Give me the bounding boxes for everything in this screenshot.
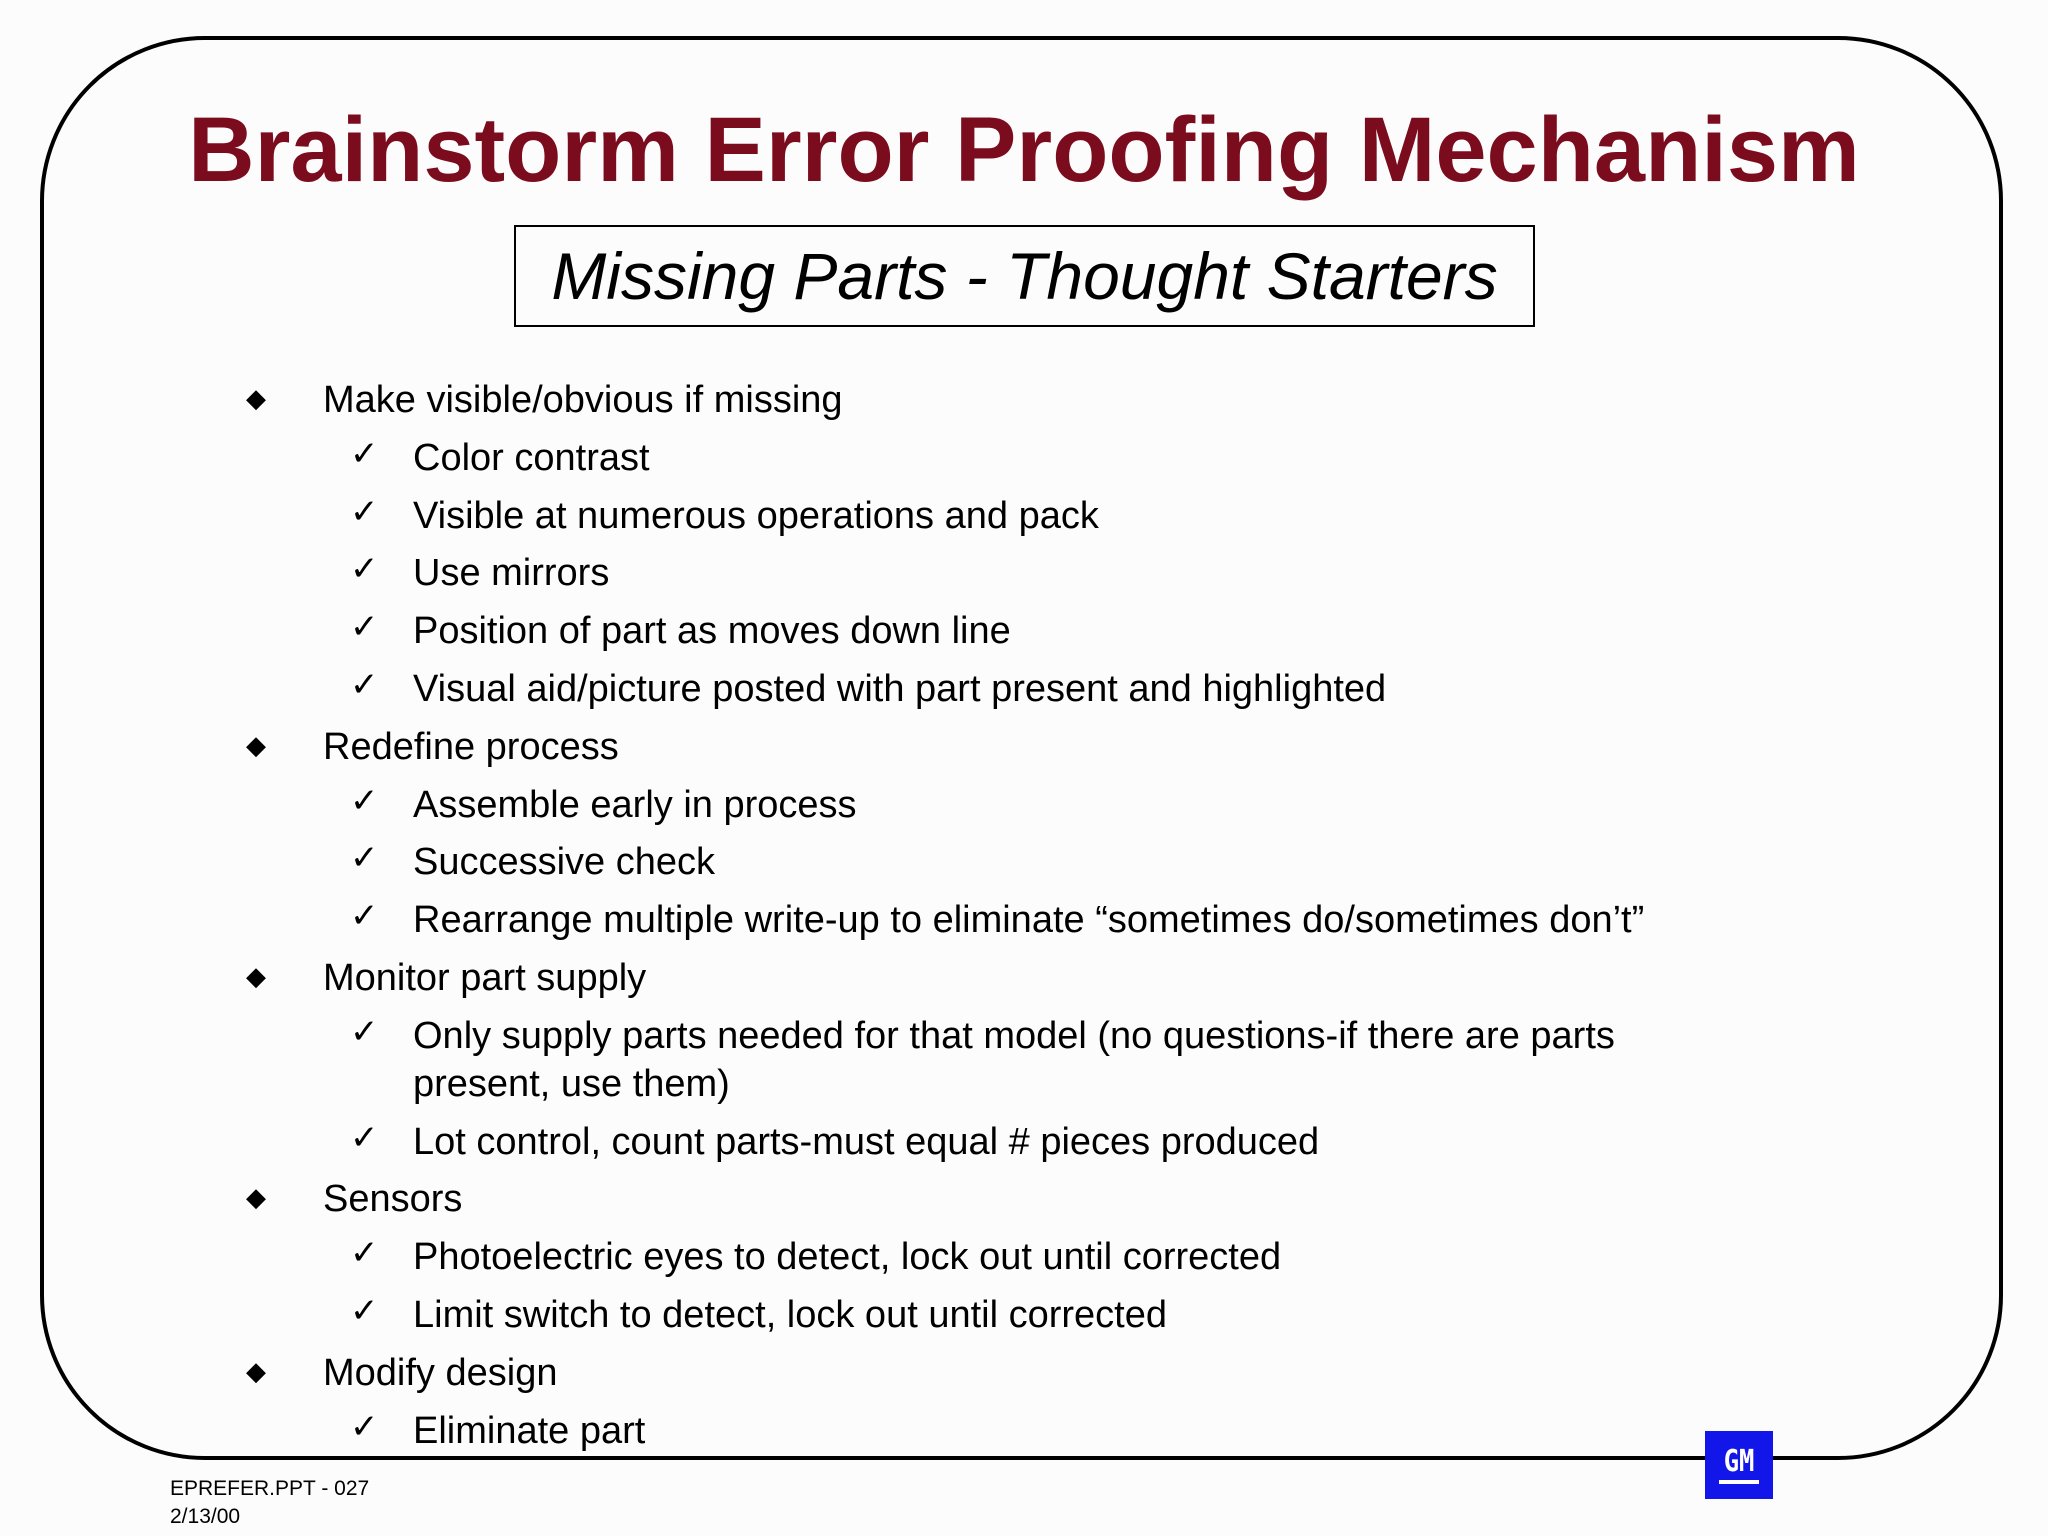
bullet-item: Sensors (323, 1178, 463, 1221)
checkmark-icon: ✓ (350, 838, 379, 879)
diamond-bullet-icon: ◆ (246, 1182, 266, 1213)
checkmark-icon: ✓ (350, 607, 379, 648)
slide-title: Brainstorm Error Proofing Mechanism (188, 99, 1860, 201)
bullet-item: Make visible/obvious if missing (323, 379, 843, 421)
gm-logo (1705, 1431, 1773, 1499)
sub-bullet-item: Color contrast (413, 436, 650, 479)
checkmark-icon: ✓ (350, 1233, 379, 1274)
footer (170, 1475, 369, 1531)
checkmark-icon: ✓ (350, 491, 379, 532)
diamond-bullet-icon: ◆ (246, 383, 266, 413)
diamond-bullet-icon: ◆ (246, 1355, 266, 1386)
gm-logo-underline (1719, 1480, 1759, 1484)
gm-logo-text: GM (1723, 1443, 1755, 1479)
bullet-item: Redefine process (323, 725, 619, 768)
diamond-bullet-icon: ◆ (246, 729, 266, 760)
checkmark-icon: ✓ (350, 780, 379, 821)
sub-bullet-item: Lot control, count parts-must equal # pieces produced (413, 1120, 1320, 1163)
sub-bullet-item: Assemble early in process (413, 783, 857, 826)
sub-bullet-item: Visible at numerous operations and pack (413, 494, 1099, 537)
checkmark-icon: ✓ (350, 1117, 379, 1158)
sub-bullet-item: Visual aid/picture posted with part present and highlighted (413, 668, 1387, 710)
slide-subtitle: Missing Parts - Thought Starters (551, 239, 1498, 313)
checkmark-icon: ✓ (350, 549, 379, 590)
sub-bullet-item: Eliminate part (413, 1409, 646, 1452)
checkmark-icon: ✓ (350, 1011, 379, 1052)
sub-bullet-item: Only supply parts needed for that model (no questions-if there are parts (413, 1014, 1615, 1057)
checkmark-icon: ✓ (350, 433, 379, 474)
checkmark-icon: ✓ (350, 896, 379, 937)
checkmark-icon: ✓ (350, 1291, 379, 1331)
footer-file: EPREFER.PPT - 027 (170, 1477, 370, 1500)
diamond-bullet-icon: ◆ (246, 961, 266, 991)
sub-bullet-continuation: present, use them) (413, 1062, 730, 1105)
checkmark-icon: ✓ (350, 1406, 379, 1447)
bullet-item: Modify design (323, 1351, 558, 1394)
sub-bullet-item: Limit switch to detect, lock out until corrected (413, 1294, 1167, 1336)
footer-date: 2/13/00 (170, 1505, 241, 1528)
bullet-item: Monitor part supply (323, 957, 647, 999)
sub-bullet-item: Photoelectric eyes to detect, lock out until corrected (413, 1236, 1282, 1279)
sub-bullet-item: Position of part as moves down line (413, 610, 1011, 653)
sub-bullet-item: Successive check (413, 841, 716, 884)
sub-bullet-item: Use mirrors (413, 552, 610, 595)
sub-bullet-item: Rearrange multiple write-up to eliminate “sometimes do/sometimes don’t” (413, 899, 1645, 942)
checkmark-icon: ✓ (350, 665, 379, 705)
